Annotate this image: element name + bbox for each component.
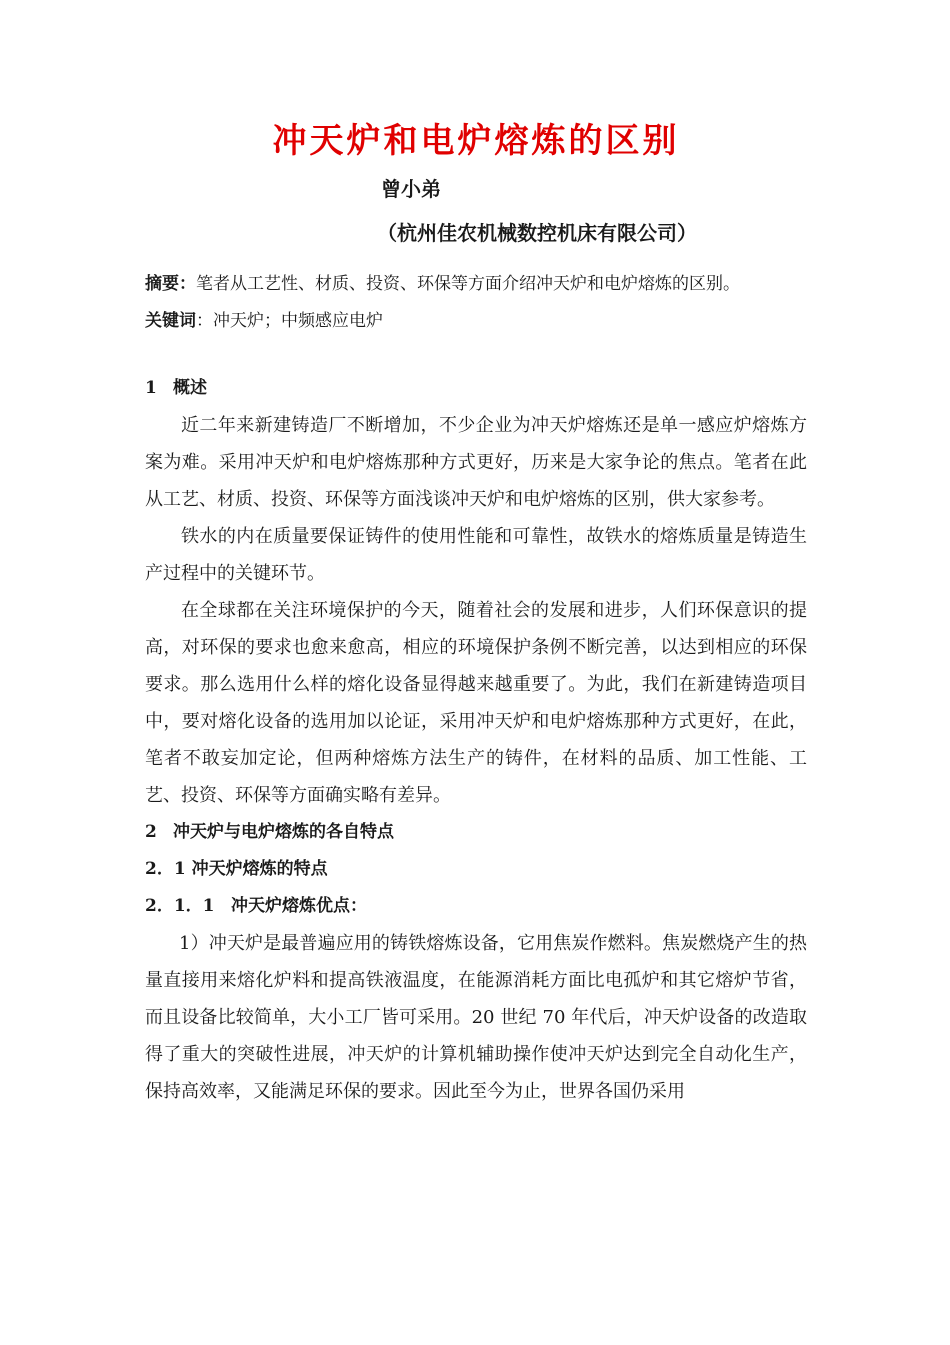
section-2-title: 冲天炉与电炉熔炼的各自特点 bbox=[173, 822, 394, 842]
document-title: 冲天炉和电炉熔炼的区别 bbox=[272, 121, 680, 161]
paragraph: 铁水的内在质量要保证铸件的使用性能和可靠性，故铁水的熔炼质量是铸造生产过程中的关键环节。 bbox=[145, 526, 807, 584]
abstract bbox=[145, 266, 807, 303]
keywords-text: ：冲天炉；中频感应电炉 bbox=[196, 311, 383, 331]
spacer bbox=[145, 340, 807, 370]
keywords-label: 关键词 bbox=[145, 311, 196, 331]
section-2-1-1-number: 2．1．1 bbox=[145, 896, 215, 916]
paragraph: 在全球都在关注环境保护的今天，随着社会的发展和进步，人们环保意识的提高，对环保的要求也愈来愈高，相应的环境保护条例不断完善，以达到相应的环保要求。那么选用什么样的熔化设备显得越来越重要了。为此，我们在新建铸造项目中，要对熔化设备的选用加以论证，采用冲天炉和电炉熔炼那种方式更好，在此，笔者不敢妄加定论，但两种熔炼方法生产的铸件，在材料的品质、加工性能、工艺、投资、环保等方面确实略有差异。 bbox=[145, 600, 807, 806]
keywords bbox=[145, 303, 807, 340]
list-item: 1）冲天炉是最普遍应用的铸铁熔炼设备，它用焦炭作燃料。焦炭燃烧产生的热量直接用来熔化炉料和提高铁液温度，在能源消耗方面比电孤炉和其它熔炉节省，而且设备比较简单，大小工厂皆可采用。20 世纪 70 年代后，冲天炉设备的改造取得了重大的突破性进展，冲天炉的计算机辅助操作使冲天炉达到完全自动化生产，保持高效率，又能满足环保的要求。因此至今为止，世界各国仍采用 bbox=[145, 933, 807, 1102]
section-2-number: 2 bbox=[145, 822, 157, 842]
author-name: 曾小弟 bbox=[381, 177, 441, 201]
abstract-text: 笔者从工艺性、材质、投资、环保等方面介绍冲天炉和电炉熔炼的区别。 bbox=[196, 274, 740, 294]
section-1-title: 概述 bbox=[173, 378, 207, 398]
paragraph: 近二年来新建铸造厂不断增加，不少企业为冲天炉熔炼还是单一感应炉熔炼方案为难。采用冲天炉和电炉熔炼那种方式更好，历来是大家争论的焦点。笔者在此从工艺、材质、投资、环保等方面浅谈冲天炉和电炉熔炼的区别，供大家参考。 bbox=[145, 415, 807, 510]
section-2-1-heading: 2．1 冲天炉熔炼的特点 bbox=[145, 859, 328, 879]
section-2-1-1-title: 冲天炉熔炼优点： bbox=[231, 896, 367, 916]
section-1-heading bbox=[145, 370, 807, 407]
section-1-number: 1 bbox=[145, 378, 157, 398]
document-page bbox=[145, 118, 807, 1110]
abstract-label: 摘要： bbox=[145, 274, 196, 294]
section-2-heading bbox=[145, 814, 807, 851]
author-affiliation: （杭州佳农机械数控机床有限公司） bbox=[377, 221, 697, 245]
section-2-1-1-heading bbox=[145, 888, 807, 925]
